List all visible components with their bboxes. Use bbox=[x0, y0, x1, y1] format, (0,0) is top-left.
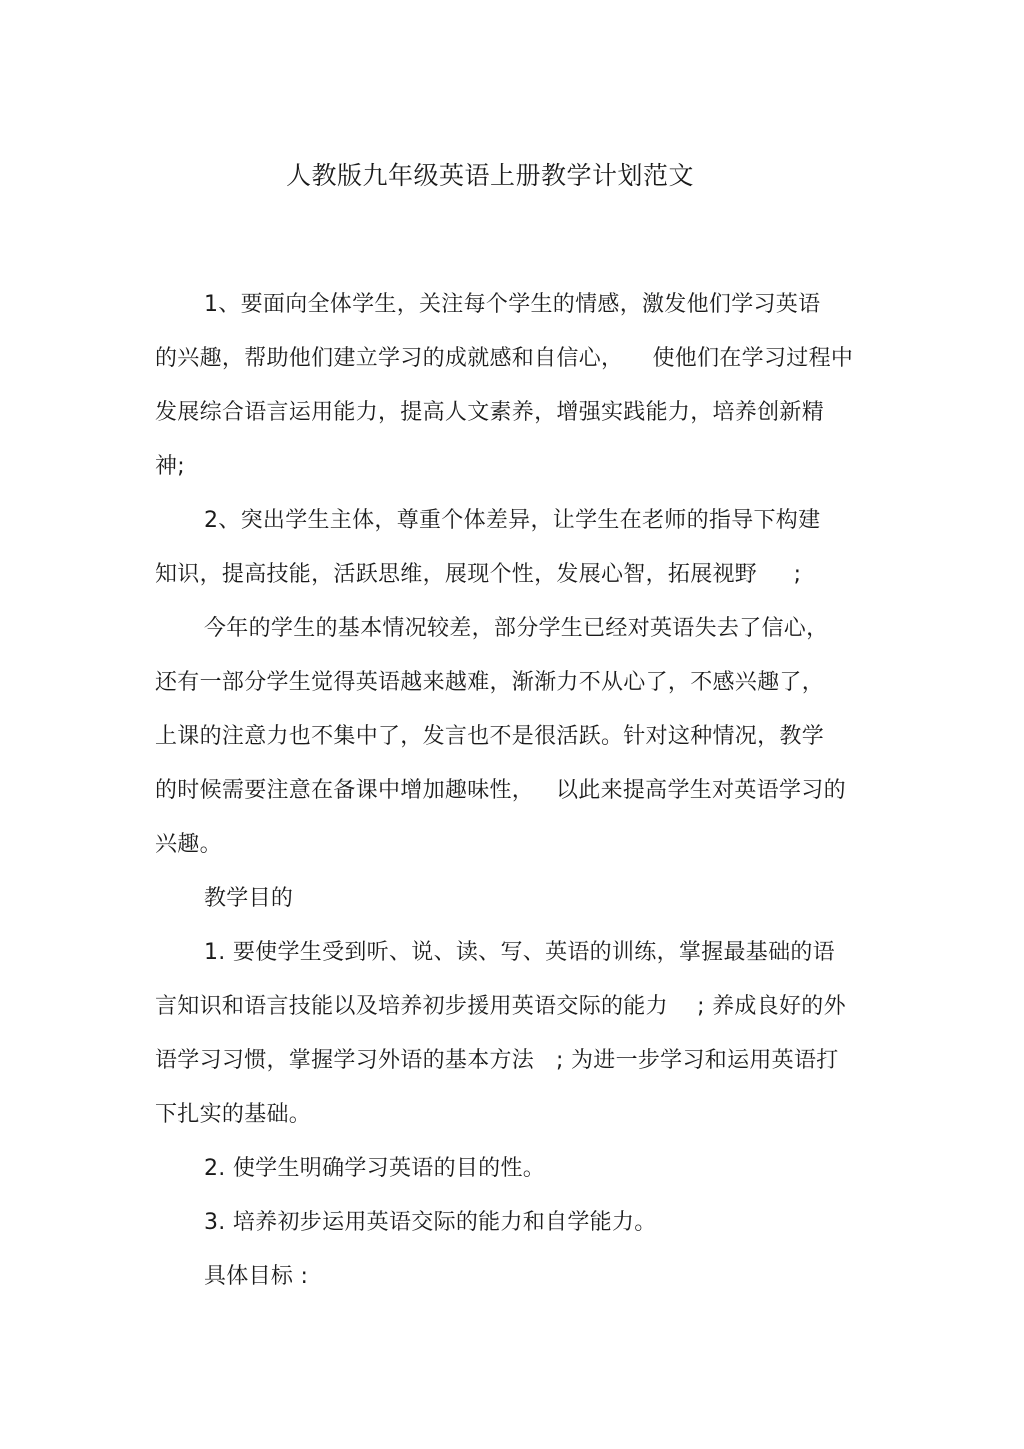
paragraph-line: 上课的注意力也不集中了，发言也不是很活跃。针对这种情况，教学 bbox=[155, 724, 825, 749]
paragraph-line: 1、要面向全体学生，关注每个学生的情感，激发他们学习英语 bbox=[204, 292, 821, 317]
paragraph-line: 知识，提高技能，活跃思维，展现个性，发展心智，拓展视野 ; bbox=[155, 562, 802, 587]
paragraph-line: 语学习习惯，掌握学习外语的基本方法 ; 为进一步学习和运用英语打 bbox=[155, 1048, 839, 1073]
paragraph-line: 具体目标 : bbox=[204, 1264, 309, 1289]
document-title: 人教版九年级英语上册教学计划范文 bbox=[285, 161, 694, 190]
paragraph-line: 言知识和语言技能以及培养初步援用英语交际的能力 ; 养成良好的外 bbox=[155, 994, 846, 1019]
paragraph-line: 2、突出学生主体，尊重个体差异，让学生在老师的指导下构建 bbox=[204, 508, 821, 533]
paragraph-line: 教学目的 bbox=[204, 886, 294, 911]
document-body bbox=[155, 284, 867, 1310]
paragraph-line: 今年的学生的基本情况较差，部分学生已经对英语失去了信心， bbox=[204, 616, 829, 641]
paragraph-line: 3. 培养初步运用英语交际的能力和自学能力。 bbox=[204, 1210, 657, 1235]
paragraph-line: 兴趣。 bbox=[155, 832, 222, 857]
paragraph-line: 的兴趣，帮助他们建立学习的成就感和自信心， 使他们在学习过程中 bbox=[155, 346, 854, 371]
paragraph-line: 还有一部分学生觉得英语越来越难，渐渐力不从心了，不感兴趣了， bbox=[155, 670, 825, 695]
paragraph-line: 下扎实的基础。 bbox=[155, 1102, 312, 1127]
paragraph-line: 的时候需要注意在备课中增加趣味性， 以此来提高学生对英语学习的 bbox=[155, 778, 846, 803]
paragraph-line: 发展综合语言运用能力，提高人文素养，增强实践能力，培养创新精 bbox=[155, 400, 825, 425]
paragraph-line: 1. 要使学生受到听、说、读、写、英语的训练，掌握最基础的语 bbox=[204, 940, 835, 965]
paragraph-line: 神; bbox=[155, 454, 186, 479]
paragraph-line: 2. 使学生明确学习英语的目的性。 bbox=[204, 1156, 546, 1181]
